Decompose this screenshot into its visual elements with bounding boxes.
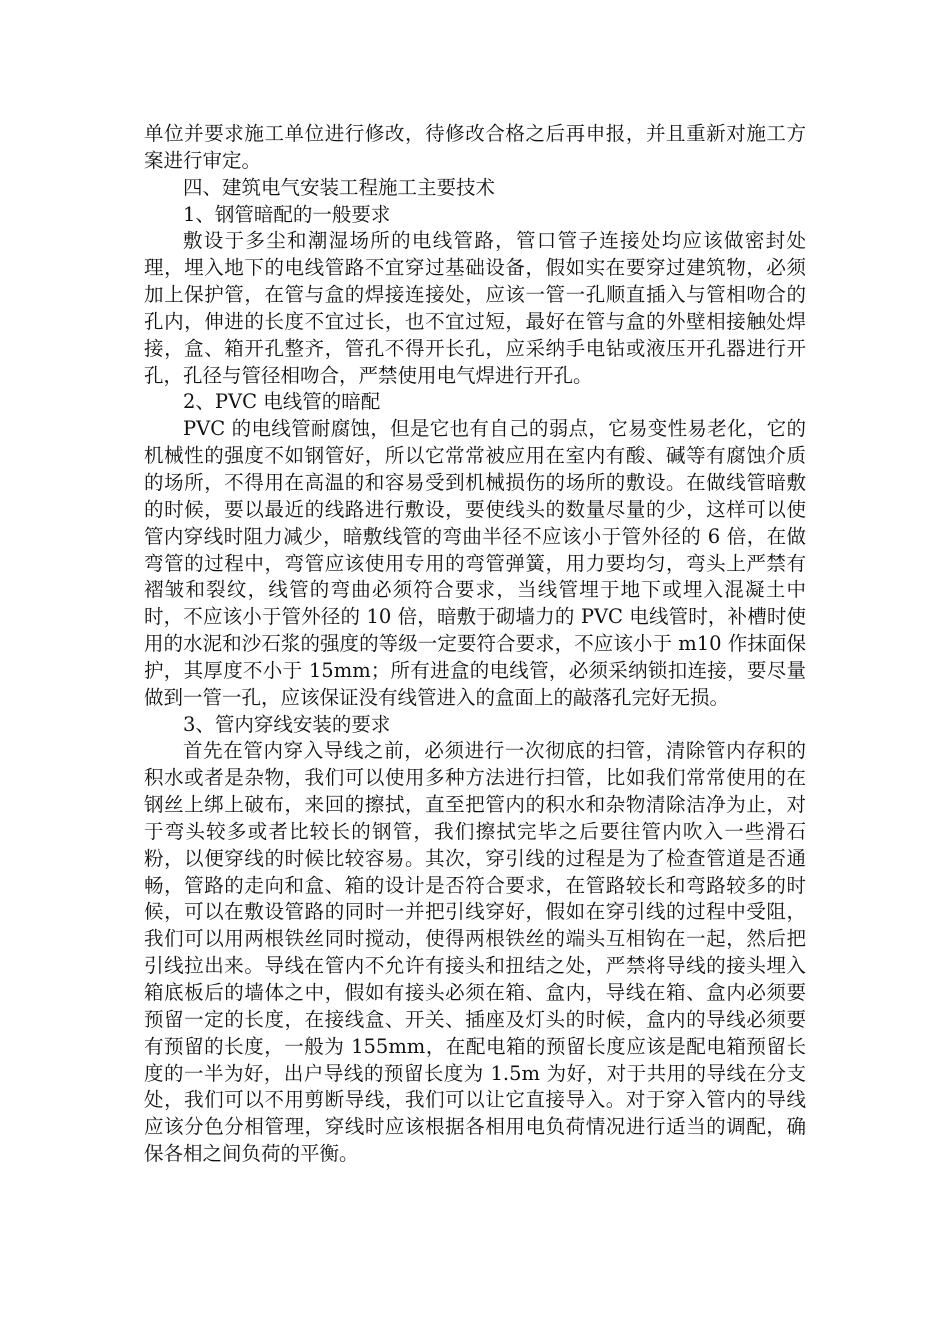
section-heading-4: 四、建筑电气安装工程施工主要技术: [183, 175, 496, 199]
subsection-heading-1: 1、钢管暗配的一般要求: [183, 202, 391, 226]
paragraph-continuation: 单位并要求施工单位进行修改，待修改合格之后再申报，并且重新对施工方案进行审定。: [144, 122, 806, 172]
subsection-heading-3: 3、管内穿线安装的要求: [183, 712, 391, 736]
paragraph-steel-pipe: 敷设于多尘和潮湿场所的电线管路，管口管子连接处均应该做密封处理，埋入地下的电线管路不宜穿过基础设备，假如实在要穿过建筑物，必须加上保护管，在管与盒的焊接连接处，应该一管一孔顺直插入与管相吻合的孔内，伸进的长度不宜过长，也不宜过短，最好在管与盒的外壁相接触处焊接，盒、箱开孔整齐，管孔不得开长孔，应采纳手电钻或液压开孔器进行开孔，孔径与管径相吻合，严禁使用电气焊进行开孔。: [144, 229, 806, 387]
subsection-heading-2: 2、PVC 电线管的暗配: [183, 390, 381, 414]
document-body: [144, 121, 806, 1168]
paragraph-pvc-pipe: PVC 的电线管耐腐蚀，但是它也有自己的弱点，它易变性易老化，它的机械性的强度不如钢管好，所以它常常被应用在室内有酸、碱等有腐蚀介质的场所，不得用在高温的和容易受到机械损伤的场所的敷设。在做线管暗敷的时候，要以最近的线路进行敷设，要使线头的数量尽量的少，这样可以使管内穿线时阻力减少，暗敷线管的弯曲半径不应该小于管外径的 6 倍，在做弯管的过程中，弯管应该使用专用的弯管弹簧，用力要均匀，弯头上严禁有褶皱和裂纹，线管的弯曲必须符合要求，当线管埋于地下或埋入混凝土中时，不应该小于管外径的 10 倍，暗敷于砌墙力的 PVC 电线管时，补槽时使用的水泥和沙石浆的强度的等级一定要符合要求，不应该小于 m10 作抹面保护，其厚度不小于 15mm；所有进盒的电线管，必须采纳锁扣连接，要尽量做到一管一孔，应该保证没有线管进入的盒面上的敲落孔完好无损。: [144, 417, 806, 709]
paragraph-wire-threading: 首先在管内穿入导线之前，必须进行一次彻底的扫管，清除管内存积的积水或者是杂物，我们可以使用多种方法进行扫管，比如我们常常使用的在钢丝上绑上破布，来回的擦拭，直至把管内的积水和杂物清除洁净为止，对于弯头较多或者比较长的钢管，我们擦拭完毕之后要往管内吹入一些滑石粉，以便穿线的时候比较容易。其次，穿引线的过程是为了检查管道是否通畅，管路的走向和盒、箱的设计是否符合要求，在管路较长和弯路较多的时候，可以在敷设管路的同时一并把引线穿好，假如在穿引线的过程中受阻，我们可以用两根铁丝同时搅动，使得两根铁丝的端头互相钩在一起，然后把引线拉出来。导线在管内不允许有接头和扭结之处，严禁将导线的接头埋入箱底板后的墙体之中，假如有接头必须在箱、盒内，导线在箱、盒内必须要预留一定的长度，在接线盒、开关、插座及灯头的时候，盒内的导线必须要有预留的长度，一般为 155mm，在配电箱的预留长度应该是配电箱预留长度的一半为好，出户导线的预留长度为 1.5m 为好，对于共用的导线在分支处，我们可以不用剪断导线，我们可以让它直接导入。对于穿入管内的导线应该分色分相管理，穿线时应该根据各相用电负荷情况进行适当的调配，确保各相之间负荷的平衡。: [144, 739, 806, 1166]
